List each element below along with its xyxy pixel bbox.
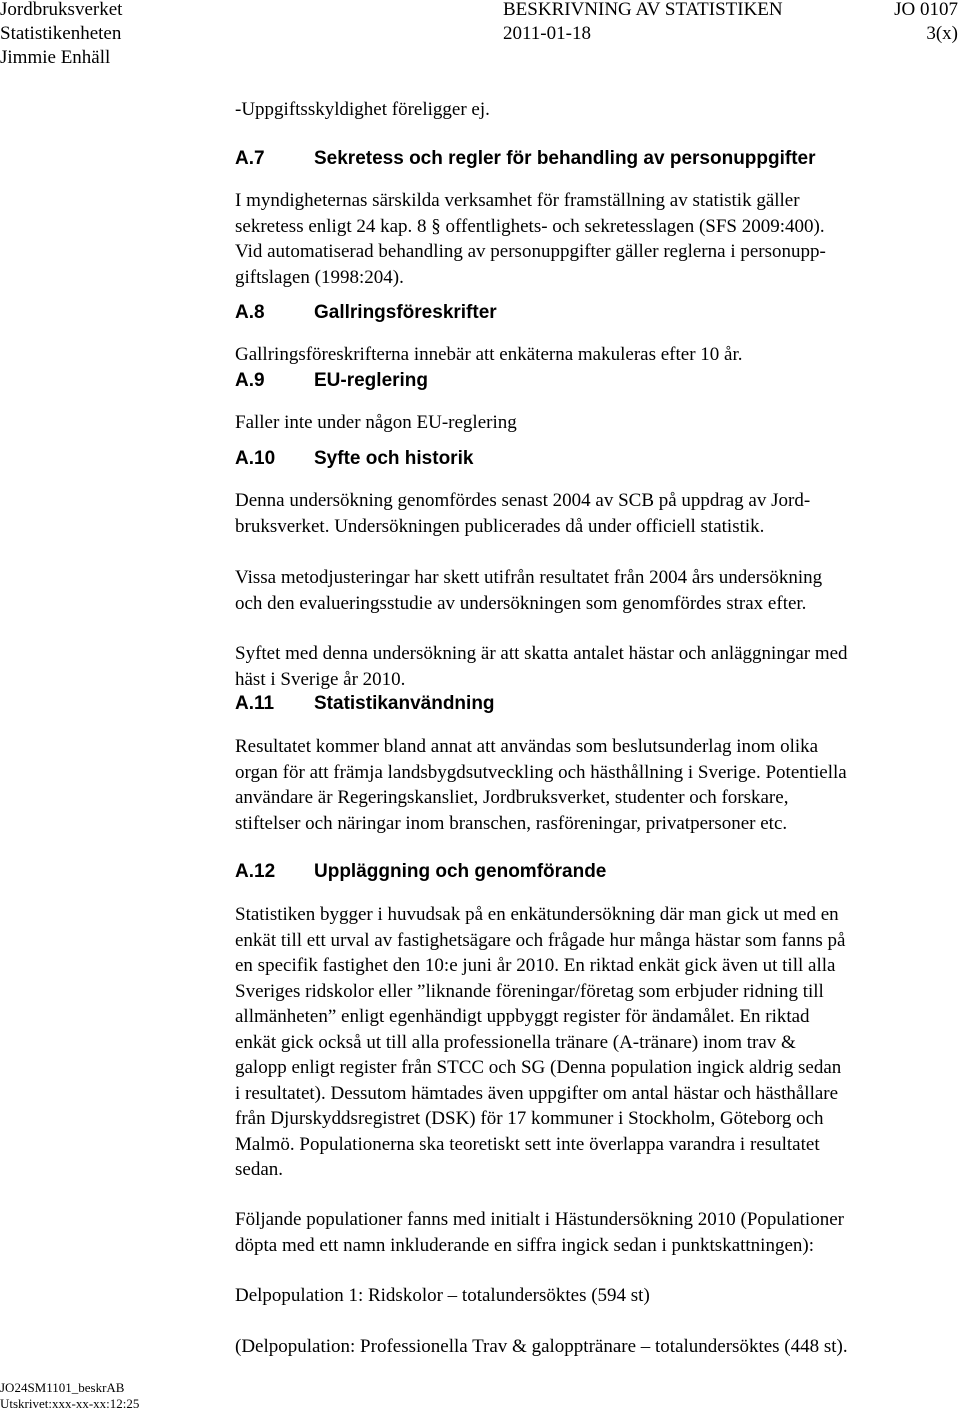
- section-a12-paragraph-1: [235, 902, 947, 1183]
- section-a12-paragraph-4: [235, 1334, 947, 1360]
- section-heading-a10: [235, 447, 473, 471]
- section-a9-paragraph: [235, 410, 947, 436]
- section-a11-paragraph: [235, 734, 947, 836]
- section-a12-paragraph-3: [235, 1283, 947, 1309]
- section-a10-paragraph-3: [235, 641, 947, 692]
- intro-paragraph: [235, 97, 947, 123]
- text-line: Resultatet kommer bland annat att användas som beslutsunderlag inom olika: [235, 736, 819, 757]
- section-a8-paragraph: [235, 342, 947, 368]
- text-line: Delpopulation 1: Ridskolor – totalundersöktes (594 st): [235, 1285, 650, 1306]
- text-line: (Delpopulation: Professionella Trav & galopptränare – totalundersöktes (448 st).: [235, 1336, 848, 1357]
- section-title: EU-reglering: [314, 370, 429, 391]
- section-number: A.10: [235, 448, 276, 469]
- text-line: organ för att främja landsbygdsutveckling och hästhållning i Sverige. Potentiella: [235, 761, 847, 783]
- section-title: Sekretess och regler för behandling av personuppgifter: [314, 148, 816, 169]
- section-title: Gallringsföreskrifter: [314, 302, 497, 323]
- header-doc-code: JO 0107: [894, 0, 958, 20]
- text-line: från Djurskyddsregistret (DSK) för 17 kommuner i Stockholm, Göteborg och: [235, 1108, 824, 1129]
- section-number: A.7: [235, 148, 265, 169]
- footer-print-date: Utskrivet:xxx-xx-xx:12:25: [0, 1396, 140, 1411]
- text-line: Denna undersökning genomfördes senast 2004 av SCB på uppdrag av Jord-: [235, 490, 811, 511]
- text-line: Vissa metodjusteringar har skett utifrån resultatet från 2004 års undersökning: [235, 567, 823, 588]
- section-number: A.12: [235, 861, 276, 882]
- text-line: Syftet med denna undersökning är att skatta antalet hästar och anläggningar med: [235, 643, 848, 664]
- header-unit: Statistikenheten: [0, 23, 122, 44]
- header-author: Jimmie Enhäll: [0, 47, 111, 68]
- section-a7-paragraph: [235, 188, 947, 290]
- text-line: en specifik fastighet den 10:e juni år 2010. En riktad enkät gick även ut till alla: [235, 955, 836, 976]
- text-line: i resultatet). Dessutom hämtades även uppgifter om antal hästar och hästhållare: [235, 1082, 839, 1104]
- text-line: Faller inte under någon EU-reglering: [235, 412, 517, 433]
- text-line: Gallringsföreskrifterna innebär att enkäterna makuleras efter 10 år.: [235, 344, 743, 365]
- text-line: Statistiken bygger i huvudsak på en enkätundersökning där man gick ut med en: [235, 904, 839, 925]
- header-doc-title: BESKRIVNING AV STATISTIKEN: [503, 0, 783, 20]
- section-title: Statistikanvändning: [314, 693, 495, 714]
- text-line: Vid automatiserad behandling av personuppgifter gäller reglerna i personupp-: [235, 241, 826, 262]
- section-heading-a9: [235, 369, 428, 393]
- text-line: -Uppgiftsskyldighet föreligger ej.: [235, 99, 490, 120]
- section-number: A.9: [235, 370, 265, 391]
- text-line: stiftelser och näringar inom branschen, rasföreningar, privatpersoner etc.: [235, 812, 788, 834]
- text-line: bruksverket. Undersökningen publicerades då under officiell statistik.: [235, 515, 765, 537]
- section-heading-a11: [235, 692, 495, 716]
- text-line: döpta med ett namn inkluderande en siffra ingick sedan i punktskattningen):: [235, 1234, 814, 1256]
- section-title: Uppläggning och genomförande: [314, 861, 607, 882]
- text-line: användare är Regeringskansliet, Jordbruksverket, studenter och forskare,: [235, 787, 789, 808]
- text-line: sekretess enligt 24 kap. 8 § offentlighets- och sekretesslagen (SFS 2009:400).: [235, 215, 825, 237]
- text-line: enkät till ett urval av fastighetsägare och frågade hur många hästar som fanns på: [235, 929, 846, 951]
- header-org: Jordbruksverket: [0, 0, 123, 20]
- text-line: giftslagen (1998:204).: [235, 266, 404, 288]
- section-a12-paragraph-2: [235, 1207, 947, 1258]
- header-page-number: 3(x): [926, 23, 958, 44]
- section-number: A.8: [235, 302, 265, 323]
- text-line: I myndigheternas särskilda verksamhet för framställning av statistik gäller: [235, 190, 800, 211]
- text-line: sedan.: [235, 1159, 284, 1180]
- section-number: A.11: [235, 693, 275, 714]
- text-line: och den evalueringsstudie av undersökningen som genomfördes strax efter.: [235, 592, 807, 614]
- text-line: galopp enligt register från STCC och SG (Denna population ingick aldrig sedan: [235, 1057, 842, 1078]
- text-line: Sveriges ridskolor eller ”liknande föreningar/företag som erbjuder ridning till: [235, 980, 824, 1002]
- header-date: 2011-01-18: [503, 23, 591, 44]
- text-line: Följande populationer fanns med initialt i Hästundersökning 2010 (Populationer: [235, 1209, 844, 1230]
- text-line: Malmö. Populationerna ska teoretiskt sett inte överlappa varandra i resultatet: [235, 1133, 820, 1155]
- footer-file-name: JO24SM1101_beskrAB: [0, 1380, 125, 1395]
- section-heading-a8: [235, 301, 497, 325]
- text-line: enkät gick också ut till alla professionella tränare (A-tränare) inom trav &: [235, 1031, 796, 1053]
- section-heading-a12: [235, 860, 606, 884]
- section-a10-paragraph-1: [235, 488, 947, 539]
- text-line: allmänheten” enligt egenhändigt uppbyggt register för ändamålet. En riktad: [235, 1006, 810, 1027]
- section-a10-paragraph-2: [235, 565, 947, 616]
- section-heading-a7: [235, 147, 816, 171]
- section-title: Syfte och historik: [314, 448, 474, 469]
- text-line: häst i Sverige år 2010.: [235, 668, 406, 690]
